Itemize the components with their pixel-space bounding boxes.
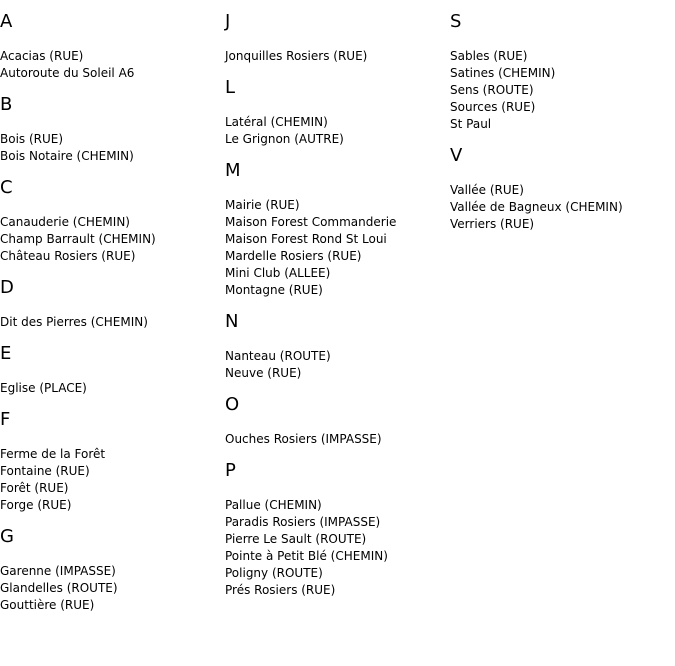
- street-name: Château Rosiers (RUE): [0, 249, 136, 263]
- street-name: Mini Club (ALLEE): [225, 266, 331, 280]
- letter-section-d: [0, 278, 156, 331]
- letter-section-c: [0, 178, 156, 265]
- letter-section-l: [225, 78, 396, 148]
- street-name: Autoroute du Soleil A6: [0, 66, 135, 80]
- street-name: Jonquilles Rosiers (RUE): [225, 49, 368, 63]
- letter-section-b: [0, 95, 156, 165]
- street-name: Eglise (PLACE): [0, 381, 87, 395]
- street-name: Neuve (RUE): [225, 366, 302, 380]
- street-name: Maison Forest Commanderie: [225, 215, 397, 229]
- street-name: Mairie (RUE): [225, 198, 300, 212]
- street-name: Bois (RUE): [0, 132, 64, 146]
- street-list: [225, 197, 396, 299]
- letter-section-o: [225, 395, 396, 448]
- street-name: Glandelles (ROUTE): [0, 581, 118, 595]
- letter-section-a: [0, 12, 156, 82]
- street-list: [225, 114, 396, 148]
- street-name: Poligny (ROUTE): [225, 566, 323, 580]
- letter-section-j: [225, 12, 396, 65]
- street-name: Garenne (IMPASSE): [0, 564, 116, 578]
- letter-section-g: [0, 527, 156, 614]
- index-column-1: [0, 0, 156, 614]
- street-name: Latéral (CHEMIN): [225, 115, 328, 129]
- section-letter-heading: C: [0, 177, 13, 198]
- street-name: Pierre Le Sault (ROUTE): [225, 532, 367, 546]
- street-name: Vallée (RUE): [450, 183, 524, 197]
- street-name: Canauderie (CHEMIN): [0, 215, 130, 229]
- letter-section-e: [0, 344, 156, 397]
- street-name: Nanteau (ROUTE): [225, 349, 331, 363]
- index-column-3: [450, 0, 623, 233]
- section-letter-heading: S: [450, 11, 462, 32]
- section-letter-heading: D: [0, 277, 14, 298]
- street-list: [450, 48, 623, 133]
- street-name: Pointe à Petit Blé (CHEMIN): [225, 549, 388, 563]
- letter-section-f: [0, 410, 156, 514]
- street-name: Fontaine (RUE): [0, 464, 90, 478]
- street-name: Sables (RUE): [450, 49, 528, 63]
- street-name: Ouches Rosiers (IMPASSE): [225, 432, 382, 446]
- street-list: [0, 314, 156, 331]
- street-list: [450, 182, 623, 233]
- letter-section-s: [450, 12, 623, 133]
- street-list: [0, 48, 156, 82]
- street-list: [0, 131, 156, 165]
- street-name: Verriers (RUE): [450, 217, 535, 231]
- street-name: Dit des Pierres (CHEMIN): [0, 315, 148, 329]
- street-name: Ferme de la Forêt: [0, 447, 106, 461]
- street-list: [225, 48, 396, 65]
- letter-section-v: [450, 146, 623, 233]
- street-name: Sources (RUE): [450, 100, 536, 114]
- section-letter-heading: E: [0, 343, 12, 364]
- street-name: Forge (RUE): [0, 498, 72, 512]
- street-name: Acacias (RUE): [0, 49, 84, 63]
- letter-section-p: [225, 461, 396, 599]
- street-list: [225, 348, 396, 382]
- street-list: [0, 380, 156, 397]
- street-name: Vallée de Bagneux (CHEMIN): [450, 200, 623, 214]
- section-letter-heading: P: [225, 460, 236, 481]
- street-name: Montagne (RUE): [225, 283, 323, 297]
- street-name: Bois Notaire (CHEMIN): [0, 149, 134, 163]
- street-name: Forêt (RUE): [0, 481, 69, 495]
- section-letter-heading: B: [0, 94, 13, 115]
- street-list: [225, 497, 396, 599]
- street-name: Le Grignon (AUTRE): [225, 132, 344, 146]
- section-letter-heading: M: [225, 160, 241, 181]
- section-letter-heading: N: [225, 311, 239, 332]
- section-letter-heading: O: [225, 394, 240, 415]
- street-name: Satines (CHEMIN): [450, 66, 556, 80]
- street-list: [0, 563, 156, 614]
- street-list: [0, 446, 156, 514]
- street-name: Champ Barrault (CHEMIN): [0, 232, 156, 246]
- section-letter-heading: V: [450, 145, 463, 166]
- section-letter-heading: F: [0, 409, 11, 430]
- section-letter-heading: A: [0, 11, 13, 32]
- street-list: [225, 431, 396, 448]
- street-name: Gouttière (RUE): [0, 598, 95, 612]
- section-letter-heading: L: [225, 77, 236, 98]
- section-letter-heading: G: [0, 526, 14, 547]
- letter-section-n: [225, 312, 396, 382]
- street-name: Mardelle Rosiers (RUE): [225, 249, 362, 263]
- section-letter-heading: J: [225, 11, 231, 32]
- street-name: Sens (ROUTE): [450, 83, 534, 97]
- street-name: Maison Forest Rond St Loui: [225, 232, 387, 246]
- letter-section-m: [225, 161, 396, 299]
- street-name: Paradis Rosiers (IMPASSE): [225, 515, 381, 529]
- street-name: St Paul: [450, 117, 492, 131]
- street-name: Prés Rosiers (RUE): [225, 583, 336, 597]
- index-column-2: [225, 0, 396, 599]
- street-list: [0, 214, 156, 265]
- street-name: Pallue (CHEMIN): [225, 498, 322, 512]
